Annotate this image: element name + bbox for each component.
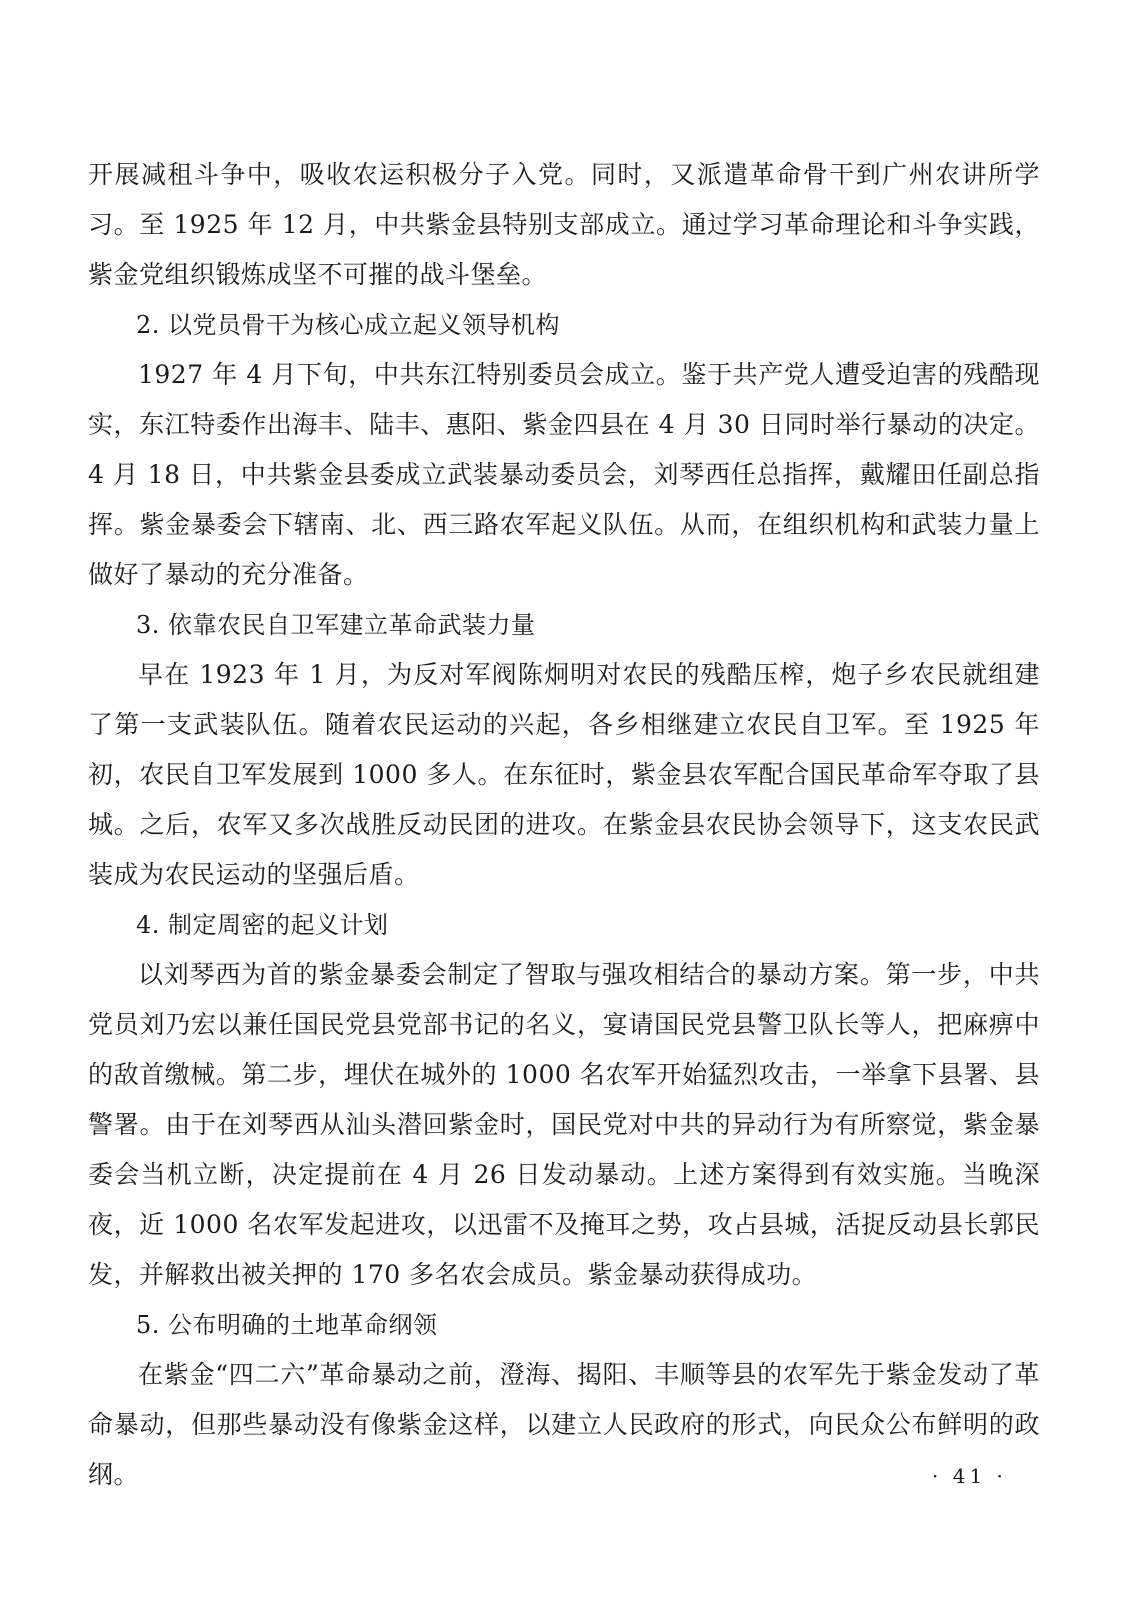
section-heading-2: 2. 以党员骨干为核心成立起义领导机构 xyxy=(136,311,561,339)
section-heading-5: 5. 公布明确的土地革命纲领 xyxy=(136,1311,438,1339)
paragraph-continued: 开展减租斗争中，吸收农运积极分子入党。同时，又派遣革命骨干到广州农讲所学习。至 1925 年 12 月，中共紫金县特别支部成立。通过学习革命理论和斗争实践，紫金党组织锻炼成坚不可摧的战斗堡垒。 xyxy=(88,160,1040,289)
section-heading-3: 3. 依靠农民自卫军建立革命武装力量 xyxy=(136,611,536,639)
paragraph: 1927 年 4 月下旬，中共东江特别委员会成立。鉴于共产党人遭受迫害的残酷现实，东江特委作出海丰、陆丰、惠阳、紫金四县在 4 月 30 日同时举行暴动的决定。4 月 18 日，中共紫金县委成立武装暴动委员会，刘琴西任总指挥，戴耀田任副总指挥。紫金暴委会下辖南、北、西三路农军起义队伍。从而，在组织机构和武装力量上做好了暴动的充分准备。 xyxy=(88,360,1040,589)
paragraph: 在紫金“四二六”革命暴动之前，澄海、揭阳、丰顺等县的农军先于紫金发动了革命暴动，但那些暴动没有像紫金这样，以建立人民政府的形式，向民众公布鲜明的政纲。 xyxy=(88,1360,1040,1489)
page-number: · 41 · xyxy=(932,1464,1007,1488)
paragraph: 早在 1923 年 1 月，为反对军阀陈炯明对农民的残酷压榨，炮子乡农民就组建了第一支武装队伍。随着农民运动的兴起，各乡相继建立农民自卫军。至 1925 年初，农民自卫军发展到 1000 多人。在东征时，紫金县农军配合国民革命军夺取了县城。之后，农军又多次战胜反动民团的进攻。在紫金县农民协会领导下，这支农民武装成为农民运动的坚强后盾。 xyxy=(88,660,1040,889)
section-heading-4: 4. 制定周密的起义计划 xyxy=(136,911,389,939)
page-body xyxy=(88,150,1040,1500)
paragraph: 以刘琴西为首的紫金暴委会制定了智取与强攻相结合的暴动方案。第一步，中共党员刘乃宏以兼任国民党县党部书记的名义，宴请国民党县警卫队长等人，把麻痹中的敌首缴械。第二步，埋伏在城外的 1000 名农军开始猛烈攻击，一举拿下县署、县警署。由于在刘琴西从汕头潜回紫金时，国民党对中共的异动行为有所察觉，紫金暴委会当机立断，决定提前在 4 月 26 日发动暴动。上述方案得到有效实施。当晚深夜，近 1000 名农军发起进攻，以迅雷不及掩耳之势，攻占县城，活捉反动县长郭民发，并解救出被关押的 170 多名农会成员。紫金暴动获得成功。 xyxy=(88,960,1040,1289)
